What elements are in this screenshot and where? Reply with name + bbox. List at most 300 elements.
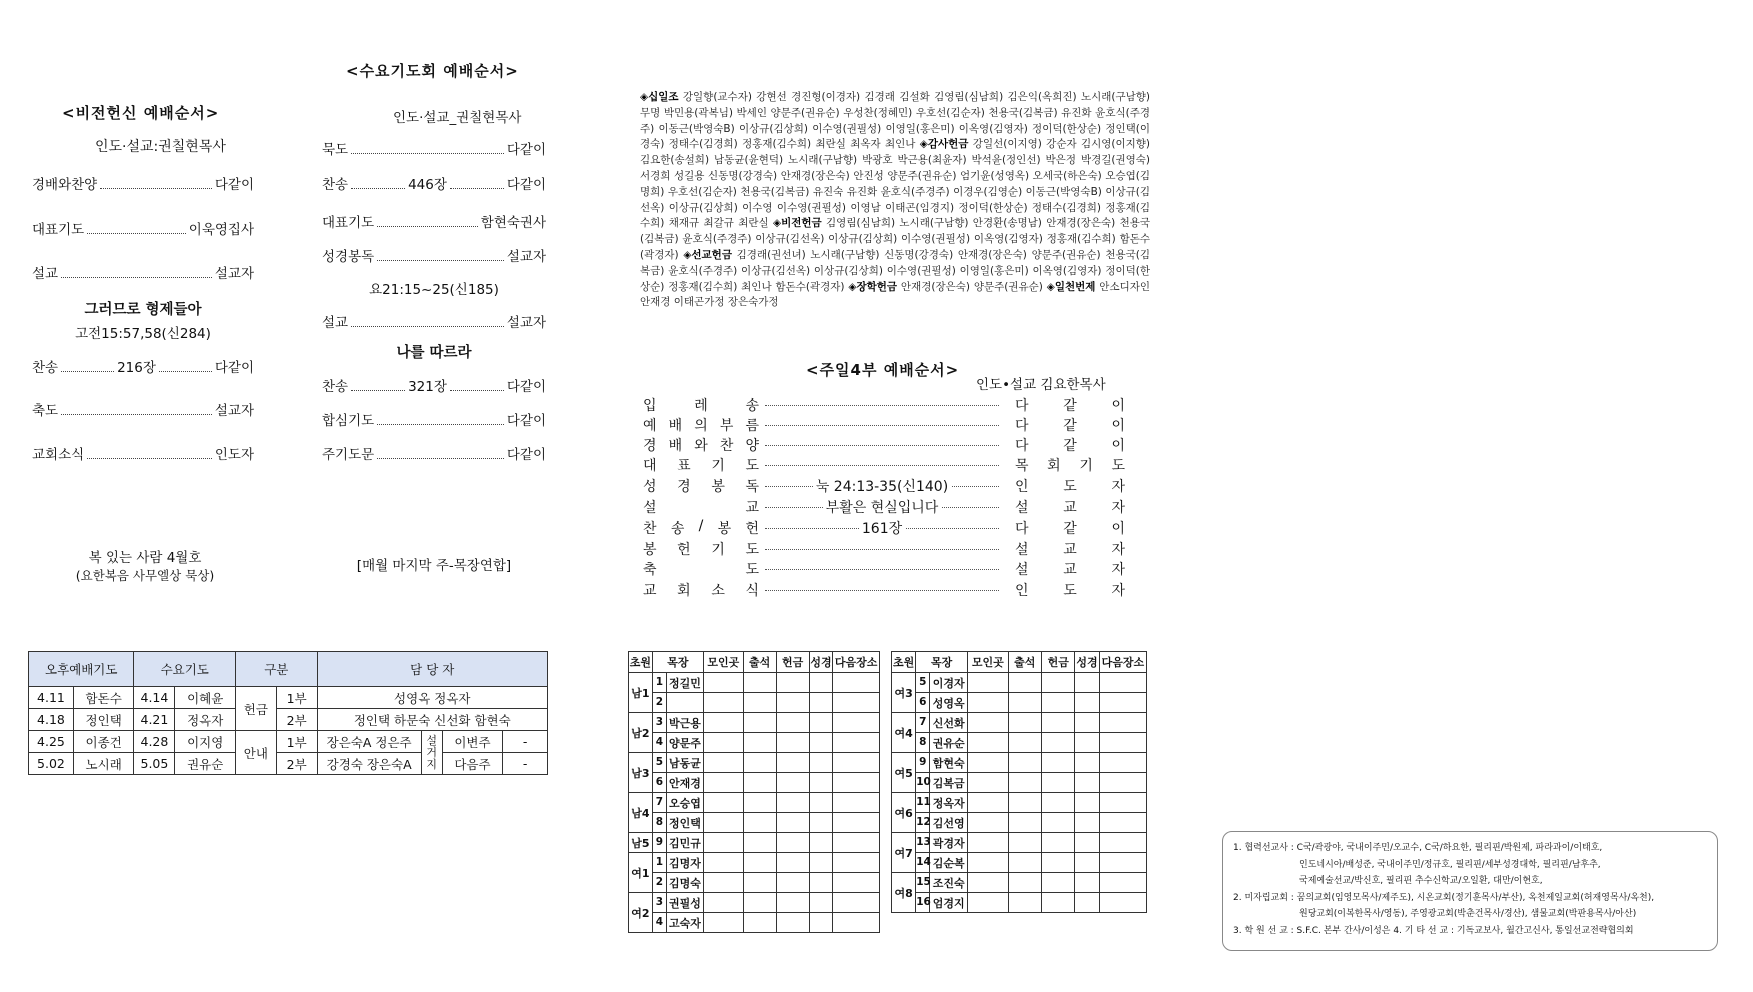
table-row — [629, 693, 880, 713]
offering-text-scholarship: 안재경(장은숙) 양문주(권유순) — [900, 280, 1043, 293]
attendance-leader: 고숙자 — [668, 916, 701, 930]
attendance-cell — [1041, 693, 1074, 713]
attendance-number: 6 — [653, 773, 667, 792]
attendance-number: 3 — [653, 713, 667, 732]
sunday-item-label: 성 경 봉 독 — [643, 478, 759, 495]
attendance-leader: 양문주 — [668, 736, 701, 750]
attendance-cell — [1041, 773, 1074, 793]
attendance-cell — [776, 833, 809, 853]
attendance-cell — [1075, 813, 1099, 833]
attendance-cell — [1075, 853, 1099, 873]
duty-header-afternoon: 오후예배기도 — [29, 652, 134, 687]
attendance-cell — [1041, 853, 1074, 873]
wed-footer: [매월 마지막 주-목장연합] — [356, 558, 512, 574]
wednesday-leader: 인도·설교_권칠현목사 — [393, 110, 522, 126]
sunday-item-label: 봉 헌 기 도 — [643, 541, 759, 558]
offering-text-thousand: 안소디자인 안재경 이태곤가정 장은숙가정 — [640, 280, 1151, 309]
attendance-number: 16 — [916, 893, 930, 912]
attendance-header: 성경 — [1075, 652, 1099, 673]
attendance-cell — [743, 833, 776, 853]
table-row: 5.02 노시래 5.05 권유순 2부 강경숙 장은숙A 다음주 - — [29, 753, 548, 775]
table-row — [892, 813, 1147, 833]
attendance-cell — [968, 773, 1008, 793]
attendance-cell — [1099, 833, 1146, 853]
attendance-cell — [968, 753, 1008, 773]
attendance-cell — [703, 893, 743, 913]
sunday-item-2 — [643, 435, 1125, 454]
attendance-cell — [1041, 813, 1074, 833]
attendance-group: 남3 — [629, 753, 653, 793]
table-row — [629, 833, 880, 853]
attendance-cell — [1099, 873, 1146, 893]
attendance-cell — [776, 693, 809, 713]
attendance-cell — [833, 793, 880, 813]
attendance-cell — [968, 853, 1008, 873]
attendance-leader: 신선화 — [932, 716, 965, 730]
duty-header-category: 구분 — [235, 652, 317, 687]
attendance-cell — [1099, 693, 1146, 713]
attendance-cell — [809, 873, 833, 893]
attendance-cell — [968, 693, 1008, 713]
attendance-cell — [743, 753, 776, 773]
mission-line-3: 2. 미자립교회 : 꿈의교회(임영모목사/제주도), 시온교회(정기훈목사/부산), 옥천제일교회(허재영목사/옥천), — [1233, 892, 1655, 903]
wed-item-2: 대표기도 함현숙권사 — [322, 215, 546, 231]
attendance-group: 여5 — [892, 753, 916, 793]
attendance-table-right — [891, 651, 1147, 913]
attendance-cell — [1008, 793, 1041, 813]
table-row — [629, 673, 880, 693]
attendance-cell — [776, 733, 809, 753]
attendance-leader: 정옥자 — [932, 796, 965, 810]
sunday-item-role: 설 교 자 — [1015, 541, 1125, 558]
attendance-cell — [703, 773, 743, 793]
wed-item-4: 설교 설교자 — [322, 315, 546, 331]
attendance-cell — [809, 893, 833, 913]
attendance-cell — [1075, 753, 1099, 773]
attendance-number: 15 — [916, 873, 930, 892]
sunday-item-label: 경 배 와 찬 양 — [643, 437, 759, 454]
offering-text-vision: 김영림(심남희) 노시래(구남향) 안경환(송명남) 안재경(장은숙) 천용국(김복금) 윤호식(주경주) 이상규(김선옥) 이상규(김상희) 이수영(권필성) 이옥영(김영자) 정홍재(김수희) 함돈수(곽경자) — [640, 217, 1151, 261]
attendance-cell — [833, 833, 880, 853]
attendance-group: 남4 — [629, 793, 653, 833]
attendance-cell — [809, 673, 833, 693]
attendance-cell — [968, 713, 1008, 733]
attendance-leader: 김민규 — [668, 836, 701, 850]
attendance-number: 3 — [653, 893, 667, 912]
table-row — [629, 793, 880, 813]
attendance-leader: 정인택 — [668, 816, 701, 830]
sunday-item-role: 목 회 기 도 — [1015, 457, 1125, 474]
sunday-item-1 — [643, 415, 1125, 434]
mission-line-5: 3. 학 원 선 교 : S.F.C. 본부 간사/이성은 4. 기 타 선 교 : 기독교보사, 월간고신사, 통일선교전략협의회 — [1233, 925, 1634, 936]
attendance-cell — [703, 793, 743, 813]
attendance-number: 12 — [916, 813, 930, 832]
wed-item-0: 묵도 다같이 — [322, 142, 546, 158]
wed-item-6: 합심기도 다같이 — [322, 413, 546, 429]
attendance-number: 9 — [916, 753, 930, 772]
sunday-item-dots — [759, 539, 1005, 558]
attendance-group: 남2 — [629, 713, 653, 753]
attendance-cell — [1099, 793, 1146, 813]
attendance-cell — [1008, 713, 1041, 733]
wed-item-5: 찬송 321장 다같이 — [322, 379, 546, 395]
table-row — [629, 853, 880, 873]
attendance-cell — [776, 873, 809, 893]
attendance-cell — [809, 833, 833, 853]
attendance-cell — [1008, 813, 1041, 833]
duty-header-wednesday: 수요기도 — [134, 652, 236, 687]
table-row — [629, 713, 880, 733]
book-subtitle: (요한복음 사무엘상 묵상) — [75, 568, 215, 583]
sunday-item-9 — [643, 580, 1125, 599]
sunday-item-dots — [759, 476, 1005, 495]
attendance-cell — [1099, 673, 1146, 693]
sunday-item-dots — [759, 580, 1005, 599]
attendance-cell — [743, 873, 776, 893]
attendance-leader: 엄경지 — [932, 896, 965, 910]
attendance-cell — [1041, 713, 1074, 733]
table-row — [892, 733, 1147, 753]
attendance-cell — [776, 713, 809, 733]
wednesday-title: <수요기도회 예배순서> — [346, 62, 519, 80]
attendance-leader: 조진숙 — [932, 876, 965, 890]
attendance-number: 4 — [653, 733, 667, 752]
attendance-group: 여2 — [629, 893, 653, 933]
attendance-cell — [1099, 773, 1146, 793]
attendance-leader: 권필성 — [668, 896, 701, 910]
attendance-group: 여4 — [892, 713, 916, 753]
sunday-item-dots — [759, 435, 1005, 454]
attendance-header: 초원 — [892, 652, 916, 673]
attendance-cell — [809, 813, 833, 833]
vision-item-1: 대표기도 이욱영집사 — [32, 222, 254, 238]
attendance-leader: 이경자 — [932, 676, 965, 690]
attendance-cell — [1099, 713, 1146, 733]
attendance-cell — [1008, 673, 1041, 693]
sunday-item-8 — [643, 559, 1125, 578]
attendance-cell — [703, 813, 743, 833]
attendance-cell — [1075, 773, 1099, 793]
attendance-cell — [743, 713, 776, 733]
attendance-number: 10 — [916, 773, 930, 792]
sunday-item-role: 설 교 자 — [1015, 561, 1125, 578]
sunday-item-4 — [643, 476, 1125, 495]
attendance-cell — [1041, 753, 1074, 773]
attendance-cell — [1008, 773, 1041, 793]
attendance-cell — [776, 853, 809, 873]
sunday-title: <주일4부 예배순서> — [806, 361, 960, 379]
table-row: 4.18 정인택 4.21 정옥자 2부 정인택 하문숙 신선화 함현숙 — [29, 709, 548, 731]
attendance-cell — [809, 693, 833, 713]
attendance-cell — [703, 753, 743, 773]
attendance-leader: 김복금 — [932, 776, 965, 790]
attendance-number: 7 — [653, 793, 667, 812]
attendance-leader: 김선영 — [932, 816, 965, 830]
attendance-cell — [809, 793, 833, 813]
attendance-number: 9 — [653, 833, 667, 852]
attendance-cell — [743, 693, 776, 713]
attendance-cell — [1099, 753, 1146, 773]
sunday-item-role: 다 같 이 — [1015, 520, 1125, 537]
attendance-cell — [743, 793, 776, 813]
table-row — [892, 753, 1147, 773]
wed-scripture: 요21:15~25(신185) — [369, 282, 499, 298]
sunday-item-label: 대 표 기 도 — [643, 457, 759, 474]
attendance-number: 8 — [653, 813, 667, 832]
attendance-cell — [743, 813, 776, 833]
attendance-cell — [703, 693, 743, 713]
attendance-cell — [1075, 873, 1099, 893]
sunday-item-role: 인 도 자 — [1015, 582, 1125, 599]
attendance-header: 모인곳 — [968, 652, 1008, 673]
attendance-cell — [1075, 833, 1099, 853]
offering-head-vision: ◈비전헌금 — [773, 217, 822, 230]
vision-item-5: 교회소식 인도자 — [32, 447, 254, 463]
attendance-cell — [1041, 733, 1074, 753]
attendance-header: 출석 — [1008, 652, 1041, 673]
wed-item-1: 찬송 446장 다같이 — [322, 177, 546, 193]
attendance-leader: 오승엽 — [668, 796, 701, 810]
attendance-cell — [743, 853, 776, 873]
attendance-number: 8 — [916, 733, 930, 752]
table-row — [892, 873, 1147, 893]
offering-head-mission: ◈선교헌금 — [683, 248, 732, 261]
table-row — [629, 873, 880, 893]
attendance-cell — [1099, 893, 1146, 913]
book-title: 복 있는 사람 4월호 — [88, 550, 202, 566]
mission-line-0: 1. 협력선교사 : C국/곽광야, 국내이주민/오교수, C국/하요한, 필리핀/박원제, 파라과이/이태호, — [1233, 843, 1603, 853]
attendance-number: 5 — [653, 753, 667, 772]
mission-line-4: 원당교회(이복한목사/영동), 주영광교회(박춘건목사/경산), 샘물교회(박판용목사/아산) — [1299, 909, 1637, 919]
attendance-number: 1 — [653, 853, 667, 872]
attendance-number: 13 — [916, 833, 930, 852]
attendance-cell — [833, 873, 880, 893]
attendance-cell — [1041, 873, 1074, 893]
offering-text-tithe: 강일향(교수자) 강현선 경진형(이경자) 김경래 김설화 김영림(심남희) 김은익(옥희진) 노시래(구남향) 무명 박민용(곽복님) 박세인 양문주(권유순) 우성찬(정혜민) 우호선(김순자) 천용국(김복금) 유진화 윤호식(주경주) 이동근(박영숙B) 이상규(김상희) 이수영(권필성) 이영일(홍은미) 이옥영(김영자) 정이덕(한상순) 정인택(이경숙) 정태수(김경희) 정홍재(김수희) 최란실 최옥자 최인나 — [640, 91, 1150, 151]
sunday-item-role: 다 같 이 — [1015, 437, 1125, 454]
wed-item-7: 주기도문 다같이 — [322, 447, 546, 463]
attendance-cell — [809, 773, 833, 793]
table-row — [629, 733, 880, 753]
table-row — [892, 853, 1147, 873]
attendance-cell — [968, 813, 1008, 833]
sunday-item-label: 축 도 — [643, 561, 759, 578]
attendance-number: 2 — [653, 693, 667, 712]
attendance-cell — [809, 713, 833, 733]
attendance-group: 여6 — [892, 793, 916, 833]
attendance-cell — [1008, 733, 1041, 753]
attendance-header: 헌금 — [1041, 652, 1074, 673]
sunday-item-dots — [759, 518, 1005, 537]
attendance-cell — [968, 733, 1008, 753]
attendance-cell — [833, 673, 880, 693]
attendance-cell — [1008, 753, 1041, 773]
attendance-cell — [703, 713, 743, 733]
attendance-header: 목장 — [916, 652, 968, 673]
attendance-cell — [833, 913, 880, 933]
vision-item-0: 경배와찬양 다같이 — [32, 177, 254, 193]
attendance-cell — [809, 853, 833, 873]
attendance-number: 11 — [916, 793, 930, 812]
sunday-leader: 인도•설교 김요한목사 — [976, 377, 1106, 393]
table-row — [629, 913, 880, 933]
attendance-cell — [1008, 693, 1041, 713]
attendance-cell — [1075, 893, 1099, 913]
table-row — [892, 793, 1147, 813]
attendance-cell — [809, 913, 833, 933]
attendance-cell — [809, 733, 833, 753]
attendance-group: 남5 — [629, 833, 653, 853]
sunday-item-label: 예 배 의 부 름 — [643, 417, 759, 434]
attendance-leader: 함현숙 — [932, 756, 965, 770]
mission-info-box — [1222, 831, 1718, 951]
mission-line-2: 국제예술선교/박신호, 필리핀 추수신학교/오일환, 대만/이현호, — [1299, 876, 1543, 886]
sunday-item-role: 다 같 이 — [1015, 397, 1125, 414]
attendance-number: 7 — [916, 713, 930, 732]
table-row — [892, 833, 1147, 853]
vision-sermon-title: 그러므로 형제들아 — [84, 302, 202, 318]
sunday-item-label: 설 교 — [643, 499, 759, 516]
attendance-cell — [743, 913, 776, 933]
offering-text-mission: 김경래(권선녀) 노시래(구남향) 신동명(강경숙) 안재경(장은숙) 양문주(권유순) 천용국(김복금) 윤호식(주경주) 이상규(김선옥) 이상규(김상희) 이수영(권필성) 이영일(홍은미) 이옥영(김영자) 정이덕(한상순) 정홍재(김수희) 최인나 함돈수(곽경자) — [640, 248, 1150, 293]
duty-table — [28, 651, 548, 775]
attendance-cell — [809, 753, 833, 773]
vision-title: <비전헌신 예배순서> — [62, 104, 220, 122]
attendance-header: 다음장소 — [1099, 652, 1146, 673]
sunday-item-role: 인 도 자 — [1015, 478, 1125, 495]
table-row — [629, 753, 880, 773]
sunday-item-0 — [643, 395, 1125, 414]
sunday-item-dots — [759, 455, 1005, 474]
attendance-cell — [743, 673, 776, 693]
attendance-group: 남1 — [629, 673, 653, 713]
attendance-group: 여8 — [892, 873, 916, 913]
attendance-cell — [703, 853, 743, 873]
attendance-leader: 곽경자 — [932, 836, 965, 850]
attendance-cell — [968, 873, 1008, 893]
attendance-number: 5 — [916, 673, 930, 692]
attendance-cell — [776, 753, 809, 773]
attendance-cell — [833, 693, 880, 713]
attendance-cell — [776, 673, 809, 693]
attendance-header: 모인곳 — [703, 652, 743, 673]
table-row: 4.25 이종건 4.28 이지영 안내 1부 장은숙A 정은주 설거지 이변주 - — [29, 731, 548, 753]
offering-head-tithe: ◈십일조 — [640, 91, 679, 103]
attendance-leader: 권유순 — [932, 736, 965, 750]
attendance-cell — [968, 673, 1008, 693]
table-row — [892, 773, 1147, 793]
attendance-cell — [1075, 713, 1099, 733]
attendance-cell — [743, 893, 776, 913]
offering-list — [640, 90, 1150, 311]
vision-item-2: 설교 설교자 — [32, 266, 254, 282]
table-row — [629, 813, 880, 833]
attendance-cell — [703, 913, 743, 933]
wed-sermon-title: 나를 따르라 — [396, 345, 472, 361]
sunday-item-label: 찬 송 / 봉 헌 — [643, 517, 759, 537]
attendance-cell — [1041, 893, 1074, 913]
attendance-cell — [1008, 893, 1041, 913]
attendance-header: 헌금 — [776, 652, 809, 673]
sunday-item-6 — [643, 518, 1125, 537]
attendance-cell — [776, 893, 809, 913]
attendance-leader: 김명자 — [668, 856, 701, 870]
attendance-group: 여1 — [629, 853, 653, 893]
offering-head-thousand: ◈일천번제 — [1046, 280, 1096, 293]
attendance-cell — [833, 893, 880, 913]
attendance-cell — [833, 853, 880, 873]
vision-item-4: 축도 설교자 — [32, 403, 254, 419]
attendance-cell — [1041, 793, 1074, 813]
sunday-item-role: 다 같 이 — [1015, 417, 1125, 434]
attendance-cell — [776, 813, 809, 833]
sunday-item-detail: 눅 24:13-35(신140) — [813, 476, 951, 496]
attendance-table-left — [628, 651, 880, 933]
attendance-cell — [1099, 853, 1146, 873]
attendance-leader: 김명숙 — [668, 876, 701, 890]
attendance-leader: 김순복 — [932, 856, 965, 870]
attendance-number: 2 — [653, 873, 667, 892]
sunday-item-role: 설 교 자 — [1015, 499, 1125, 516]
attendance-cell — [833, 753, 880, 773]
attendance-header: 다음장소 — [833, 652, 880, 673]
attendance-cell — [833, 773, 880, 793]
attendance-leader: 남동균 — [668, 756, 701, 770]
offering-text-thanks: 강일선(이지영) 강순자 김시영(이지향) 김요한(송설희) 남동균(윤현덕) 노시래(구남향) 박광호 박근용(최윤자) 박석윤(정인선) 박은정 박경길(권영숙) 서경희 성길용 신동명(강경숙) 안재경(장은숙) 안진성 양문주(권유순) 엄기윤(성영옥) 오세국(하은숙) 오승엽(김명희) 우호선(김순자) 천용국(김복금) 유진숙 유진화 윤호식(주경주) 이경우(김영순) 이동근(박영숙B) 이상규(김선옥) 이상규(김상희) 이수영 이수영(권필성) 이영남 이태곤(임경지) 정이덕(한상순) 정태수(김경희) 정홍재(김수희) 채재규 최갈규 최란실 — [640, 138, 1150, 230]
table-row — [892, 893, 1147, 913]
attendance-header: 목장 — [652, 652, 703, 673]
attendance-cell — [703, 673, 743, 693]
attendance-cell — [833, 813, 880, 833]
attendance-cell — [743, 773, 776, 793]
attendance-cell — [1075, 793, 1099, 813]
attendance-cell — [968, 893, 1008, 913]
table-row — [629, 893, 880, 913]
attendance-group: 여3 — [892, 673, 916, 713]
attendance-cell — [833, 733, 880, 753]
attendance-cell — [1008, 873, 1041, 893]
attendance-cell — [833, 713, 880, 733]
mission-line-1: 인도네시아/배성준, 국내이주민/정규호, 필리핀/세부성경대학, 필리핀/남후추, — [1299, 859, 1601, 870]
sunday-item-3 — [643, 455, 1125, 474]
sunday-item-label: 교 회 소 식 — [643, 582, 759, 599]
attendance-leader: 정길민 — [668, 676, 701, 690]
table-row — [629, 773, 880, 793]
attendance-cell — [1041, 673, 1074, 693]
vision-scripture: 고전15:57,58(신284) — [75, 326, 211, 342]
sunday-item-dots — [759, 497, 1005, 516]
attendance-cell — [776, 913, 809, 933]
table-row — [892, 673, 1147, 693]
vision-leader: 인도·설교:권칠현목사 — [95, 139, 226, 155]
offering-head-thanks: ◈감사헌금 — [919, 138, 969, 151]
duty-header-charge: 담 당 자 — [317, 652, 547, 687]
attendance-cell — [1099, 813, 1146, 833]
attendance-cell — [743, 733, 776, 753]
attendance-number: 4 — [653, 913, 667, 932]
table-row — [892, 693, 1147, 713]
sunday-item-7 — [643, 539, 1125, 558]
sunday-item-dots — [759, 415, 1005, 434]
attendance-cell — [776, 773, 809, 793]
attendance-cell — [703, 873, 743, 893]
attendance-leader: 안재경 — [668, 776, 701, 790]
attendance-leader: 박근용 — [668, 716, 701, 730]
attendance-cell — [1008, 853, 1041, 873]
attendance-number: 6 — [916, 693, 930, 712]
wed-item-3: 성경봉독 설교자 — [322, 249, 546, 265]
attendance-cell — [1075, 673, 1099, 693]
